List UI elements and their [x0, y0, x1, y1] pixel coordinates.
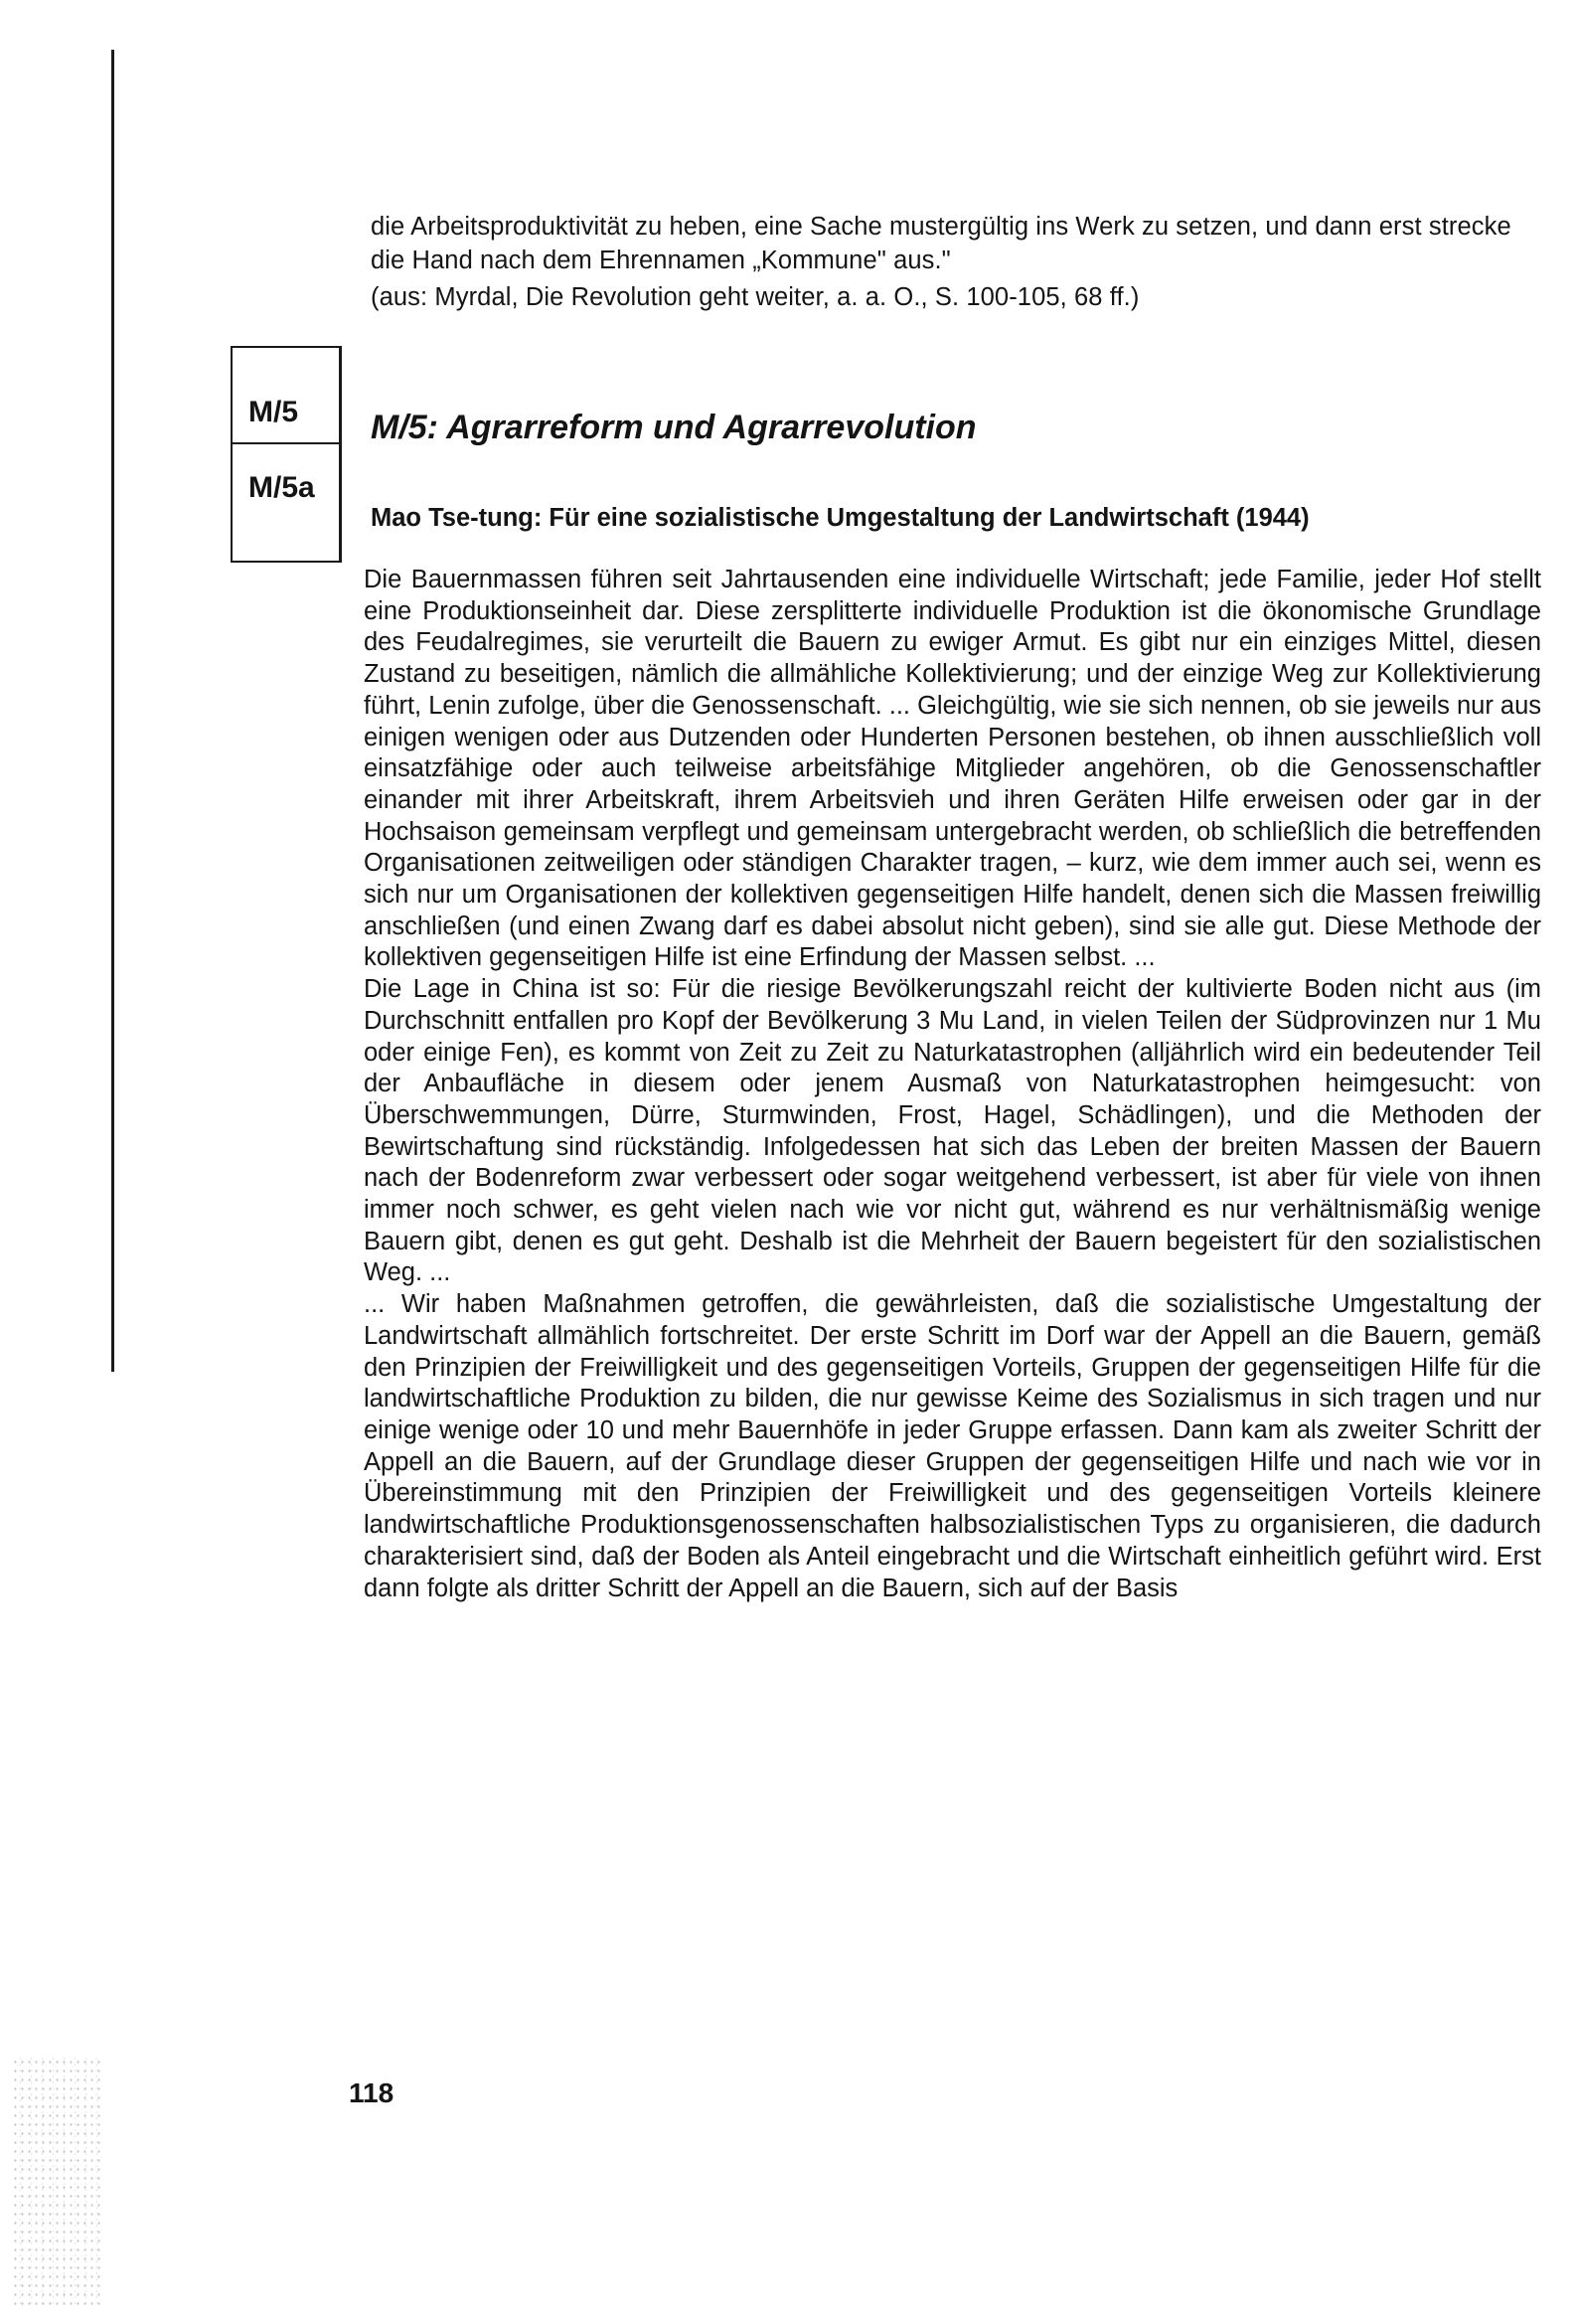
intro-quote-text: die Arbeitsproduktivität zu heben, eine Sache mustergültig ins Werk zu setzen, und dann erst strecke die Hand nach dem Ehrennamen „Kommune" aus.": [371, 213, 1511, 274]
marker-label-m5: M/5: [248, 396, 299, 428]
body-paragraph: Die Bauernmassen führen seit Jahrtausenden eine individuelle Wirtschaft; jede Familie, jeder Hof stellt eine Produktionseinheit dar. Diese zersplitterte individuelle Produktion ist die ökonomische Grundlage des Feudalregimes, sie verurteilt die Bauern zu ewiger Armut. Es gibt nur ein einziges Mittel, diesen Zustand zu beseitigen, nämlich die allmähliche Kollektivierung; und der einzige Weg zur Kollektivierung führt, Lenin zufolge, über die Genossenschaft. ... Gleichgültig, wie sie sich nennen, ob sie jeweils nur aus einigen wenigen oder aus Dutzenden oder Hunderten Personen bestehen, ob ihnen ausschließlich voll einsatzfähige oder auch teilweise arbeitsfähige Mitglieder angehören, ob die Genossenschaftler einander mit ihrer Arbeitskraft, ihrem Arbeitsvieh und ihren Geräten Hilfe erweisen oder gar in der Hochsaison gemeinsam verpflegt und gemeinsam untergebracht werden, ob schließlich die betreffenden Organisationen zeitweiligen oder ständigen Charakter tragen, – kurz, wie dem immer auch sei, wenn es sich nur um Organisationen der kollektiven gegenseitigen Hilfe handelt, denen sich die Massen freiwillig anschließen (und einen Zwang darf es dabei absolut nicht geben), sind sie alle gut. Diese Methode der kollektiven gegenseitigen Hilfe ist eine Erfindung der Massen selbst. ...: [364, 566, 1542, 972]
material-marker-box: [231, 346, 342, 563]
section-title: M/5: Agrarreform und Agrarrevolution: [371, 409, 977, 446]
body-paragraph: ... Wir haben Maßnahmen getroffen, die gewährleisten, daß die sozialistische Umgestaltung der Landwirtschaft allmählich fortschreitet. Der erste Schritt im Dorf war der Appell an die Bauern, gemäß den Prinzipien der Freiwilligkeit und des gegenseitigen Vorteils, Gruppen der gegenseitigen Hilfe für die landwirtschaftliche Produktion zu bilden, die nur gewisse Keime des Sozialismus in sich tragen und nur einige wenige oder 10 und mehr Bauernhöfe in jeder Gruppe erfassen. Dann kam als zweiter Schritt der Appell an die Bauern, auf der Grundlage dieser Gruppen der gegenseitigen Hilfe und nach wie vor in Übereinstimmung mit den Prinzipien der Freiwilligkeit und des gegenseitigen Vorteils kleinere landwirtschaftliche Produktionsgenossenschaften halbsozialistischen Typs zu organisieren, die dadurch charakterisiert sind, daß der Boden als Anteil eingebracht und die Wirtschaft einheitlich geführt wird. Erst dann folgte als dritter Schritt der Appell an die Bauern, sich auf der Basis: [364, 1290, 1541, 1602]
intro-citation: (aus: Myrdal, Die Revolution geht weiter, a. a. O., S. 100-105, 68 ff.): [371, 283, 1140, 311]
binding-edge-line: [111, 50, 114, 1372]
section-subtitle: Mao Tse-tung: Für eine sozialistische Umgestaltung der Landwirtschaft (1944): [371, 504, 1310, 532]
page-number: 118: [349, 2077, 394, 2108]
scan-noise: [12, 2058, 101, 2306]
body-paragraph: Die Lage in China ist so: Für die riesige Bevölkerungszahl reicht der kultivierte Boden nicht aus (im Durchschnitt entfallen pro Kopf der Bevölkerung 3 Mu Land, in vielen Teilen der Südprovinzen nur 1 Mu oder einige Fen), es kommt von Zeit zu Zeit zu Naturkatastrophen (alljährlich wird ein bedeutender Teil der Anbaufläche in diesem oder jenem Ausmaß von Naturkatastrophen heimgesucht: von Überschwemmungen, Dürre, Sturmwinden, Frost, Hagel, Schädlingen), und die Methoden der Bewirtschaftung sind rückständig. Infolgedessen hat sich das Leben der breiten Massen der Bauern nach der Bodenreform zwar verbessert oder sogar weitgehend verbessert, ist aber für viele von ihnen immer noch schwer, es geht vielen nach wie vor nicht gut, während es nur verhältnismäßig wenige Bauern gibt, denen es gut geht. Deshalb ist die Mehrheit der Bauern begeistert für den sozialistischen Weg. ...: [364, 975, 1541, 1287]
intro-quote: [371, 211, 1533, 315]
body-text: [364, 565, 1541, 1604]
marker-label-m5a: M/5a: [248, 471, 315, 504]
marker-divider: [233, 442, 339, 444]
